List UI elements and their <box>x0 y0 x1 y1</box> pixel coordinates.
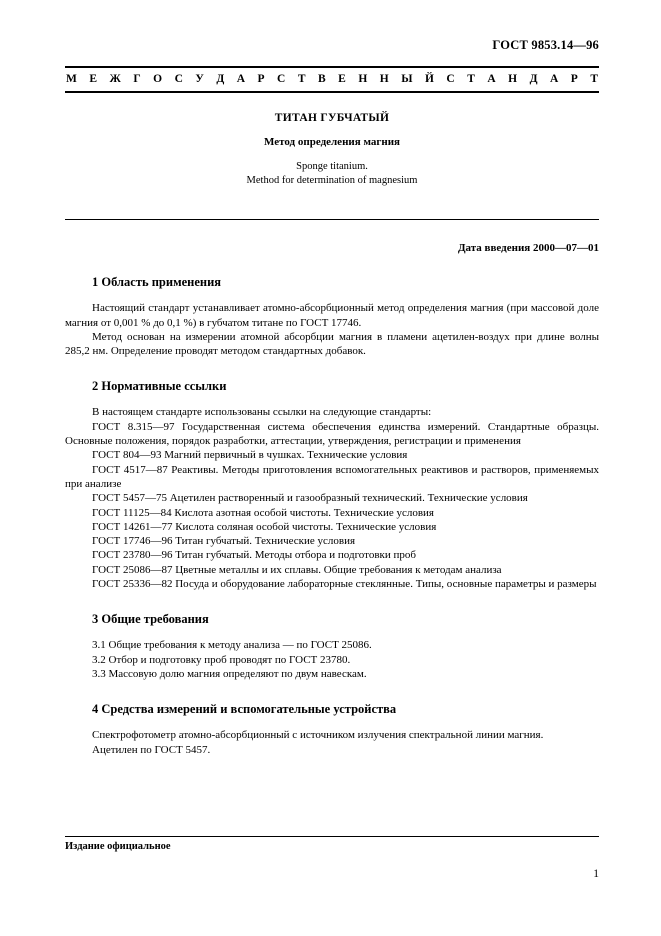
page-footer <box>65 828 599 880</box>
referenced-standard: ГОСТ 25086—87 Цветные металлы и их сплавы. Общие требования к методам анализа <box>92 563 502 576</box>
document-title-ru: ТИТАН ГУБЧАТЫЙ <box>274 112 390 124</box>
referenced-standard: ГОСТ 14261—77 Кислота соляная особой чистоты. Технические условия <box>92 520 437 533</box>
page-number: 1 <box>593 868 599 880</box>
paragraph: 3.3 Массовую долю магния определяют по двум навескам. <box>92 667 367 680</box>
referenced-standard: ГОСТ 17746—96 Титан губчатый. Технические условия <box>92 535 356 548</box>
document-subtitle-ru: Метод определения магния <box>264 136 400 148</box>
standard-code: ГОСТ 9853.14—96 <box>492 38 599 52</box>
paragraph: Спектрофотометр атомно-абсорбционный с источником излучения спектральной линии магния. <box>92 729 544 742</box>
title-en-line2: Method for determination of magnesium <box>246 174 418 186</box>
referenced-standard: ГОСТ 8.315—97 Государственная система обеспечения единства измерений. Стандартные образцы. Основные положения, порядок разработки, аттестации, утверждения, регистрации и применения <box>65 420 599 448</box>
paragraph: 3.2 Отбор и подготовку проб проводят по ГОСТ 23780. <box>92 653 351 666</box>
section-heading: 3 Общие требования <box>92 612 209 627</box>
referenced-standard: ГОСТ 4517—87 Реактивы. Методы приготовления вспомогательных реактивов и растворов, применяемых при анализе <box>65 463 599 490</box>
interstate-standard-title: М Е Ж Г О С У Д А Р С Т В Е Н Н Ы Й С Т А Н Д А Р Т <box>66 73 598 85</box>
paragraph: Настоящий стандарт устанавливает атомно-абсорбционный метод определения магния (при массовой доле магния от 0,001 % до 0,1 %) в губчатом титане по ГОСТ 17746. <box>65 302 599 329</box>
footer-rule <box>65 836 599 837</box>
section-scope <box>65 254 599 358</box>
referenced-standard: ГОСТ 25336—82 Посуда и оборудование лабораторные стеклянные. Типы, основные параметры и размеры <box>92 578 597 591</box>
referenced-standard: ГОСТ 5457—75 Ацетилен растворенный и газообразный технический. Технические условия <box>92 492 528 505</box>
section-heading: 1 Область применения <box>92 275 222 290</box>
official-edition-note: Издание официальное <box>65 841 171 852</box>
interstate-standard-band <box>65 66 599 93</box>
paragraph: Метод основан на измерении атомной абсорбции магния в пламени ацетилен-воздух при длине волны 285,2 нм. Определение проводят методом стандартных добавок. <box>65 330 599 358</box>
referenced-standard: ГОСТ 11125—84 Кислота азотная особой чистоты. Технические условия <box>92 506 434 519</box>
document-title-en <box>65 160 599 187</box>
section-heading: 2 Нормативные ссылки <box>92 379 227 394</box>
section-measuring-instruments <box>65 681 599 757</box>
section-heading: 4 Средства измерений и вспомогательные устройства <box>92 702 397 717</box>
section-general-requirements <box>65 591 599 681</box>
referenced-standard: ГОСТ 804—93 Магний первичный в чушках. Технические условия <box>92 449 408 462</box>
paragraph: 3.1 Общие требования к методу анализа — по ГОСТ 25086. <box>92 639 372 652</box>
introduction-date: Дата введения 2000—07—01 <box>457 242 599 255</box>
section-normative-references <box>65 358 599 591</box>
referenced-standard: ГОСТ 23780—96 Титан губчатый. Методы отбора и подготовки проб <box>92 549 416 562</box>
title-en-line1: Sponge titanium. <box>296 161 368 172</box>
paragraph: Ацетилен по ГОСТ 5457. <box>92 743 211 756</box>
paragraph: В настоящем стандарте использованы ссылки на следующие стандарты: <box>92 406 432 419</box>
header-rule <box>65 219 599 220</box>
